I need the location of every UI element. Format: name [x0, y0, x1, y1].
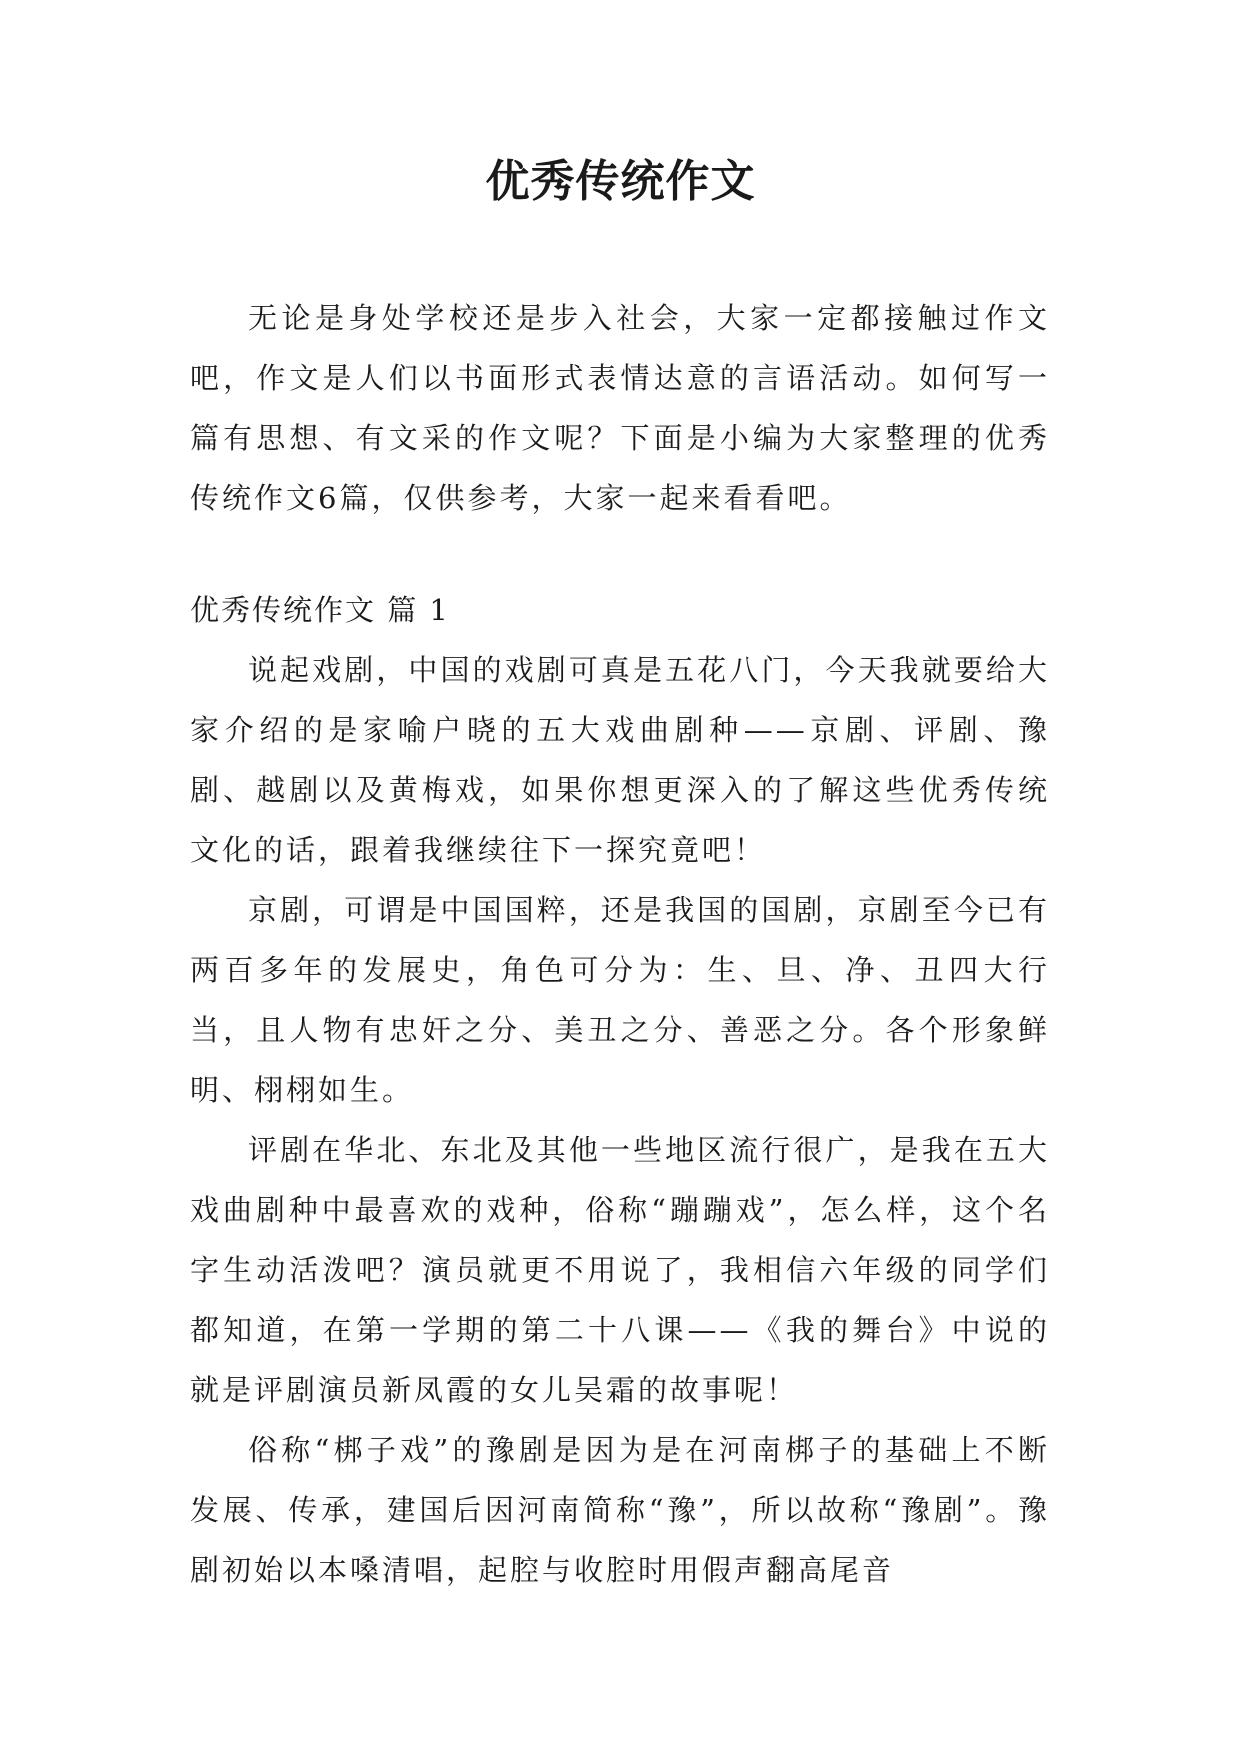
intro-block	[190, 288, 1050, 528]
intro-paragraph: 无论是身处学校还是步入社会，大家一定都接触过作文吧，作文是人们以书面形式表情达意的言语活动。如何写一篇有思想、有文采的作文呢？下面是小编为大家整理的优秀传统作文6篇，仅供参考，大家一起来看看吧。	[190, 301, 1050, 515]
section-heading: 优秀传统作文 篇 1	[190, 593, 450, 627]
paragraph-1: 说起戏剧，中国的戏剧可真是五花八门，今天我就要给大家介绍的是家喻户晓的五大戏曲剧种——京剧、评剧、豫剧、越剧以及黄梅戏，如果你想更深入的了解这些优秀传统文化的话，跟着我继续往下一探究竟吧！	[190, 653, 1050, 867]
document-title: 优秀传统作文	[485, 156, 756, 207]
paragraph-3: 评剧在华北、东北及其他一些地区流行很广，是我在五大戏曲剧种中最喜欢的戏种，俗称“蹦蹦戏”，怎么样，这个名字生动活泼吧？演员就更不用说了，我相信六年级的同学们都知道，在第一学期的第二十八课——《我的舞台》中说的就是评剧演员新凤霞的女儿吴霜的故事呢！	[190, 1133, 1050, 1407]
section-1	[190, 580, 1050, 1600]
paragraph-4: 俗称“梆子戏”的豫剧是因为是在河南梆子的基础上不断发展、传承，建国后因河南简称“豫”，所以故称“豫剧”。豫剧初始以本嗓清唱，起腔与收腔时用假声翻高尾音	[190, 1433, 1050, 1587]
paragraph-2: 京剧，可谓是中国国粹，还是我国的国剧，京剧至今已有两百多年的发展史，角色可分为：生、旦、净、丑四大行当，且人物有忠奸之分、美丑之分、善恶之分。各个形象鲜明、栩栩如生。	[190, 893, 1050, 1107]
